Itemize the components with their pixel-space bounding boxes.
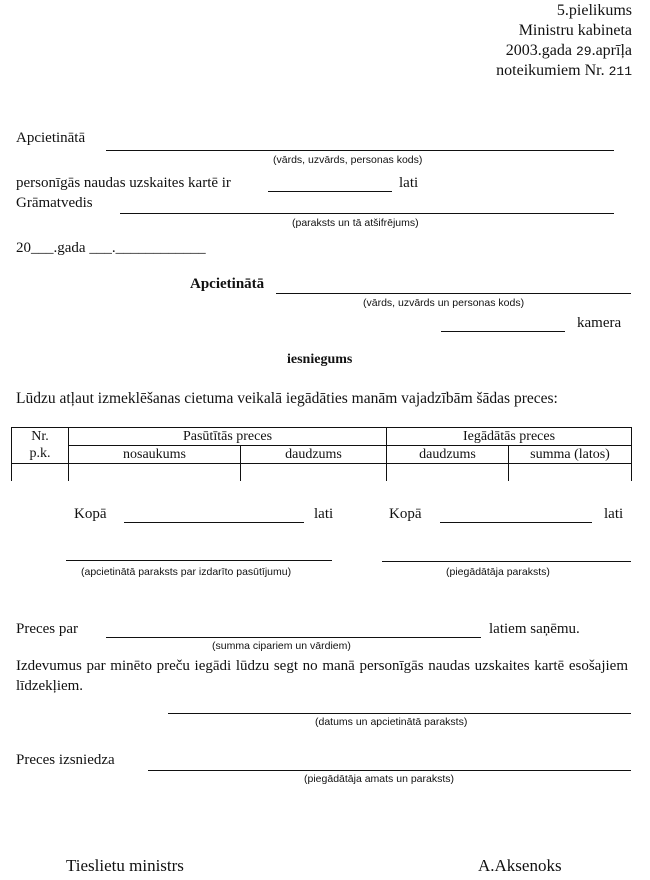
total-line-right[interactable] [440, 522, 592, 523]
col-ordered-qty-header: daudzums [241, 446, 387, 464]
col-sum-header: summa (latos) [509, 446, 632, 464]
table-cell[interactable] [509, 464, 632, 482]
annex-date-suffix: .aprīļa [591, 42, 632, 59]
detainee-name-line[interactable] [106, 150, 614, 151]
cell-number-line[interactable] [441, 331, 565, 332]
accountant-signature-caption: (paraksts un tā atšifrējums) [292, 217, 419, 229]
total-label-right: Kopā [389, 506, 422, 522]
balance-label: personīgās naudas uzskaites kartē ir [16, 175, 231, 191]
table-row [12, 464, 632, 482]
balance-amount-line[interactable] [268, 191, 392, 192]
minister-name: A.Aksenoks [478, 856, 562, 875]
document-title: iesniegums [287, 352, 353, 367]
receipt-suffix: latiem saņēmu. [489, 621, 580, 637]
receipt-amount-line[interactable] [106, 637, 481, 638]
annex-regulation-number: 211 [608, 64, 632, 79]
minister-title: Tieslietu ministrs [66, 856, 184, 875]
annex-date [506, 42, 632, 60]
annex-date-day: 29 [575, 44, 592, 59]
applicant-name-caption: (vārds, uzvārds un personas kods) [363, 297, 525, 309]
annex-regulation-prefix: noteikumiem Nr. [496, 62, 605, 79]
total-line-left[interactable] [124, 522, 304, 523]
date-signature-line[interactable] [168, 713, 631, 714]
total-label-left: Kopā [74, 506, 107, 522]
issued-label: Preces izsniedza [16, 752, 115, 768]
col-name-header: nosaukums [69, 446, 241, 464]
issuer-signature-line[interactable] [148, 770, 631, 771]
col-nr-header: Nr. [12, 428, 69, 446]
detainee-order-signature-caption: (apcietinātā paraksts par izdarīto pasūtījumu) [81, 566, 292, 578]
table-header-row [12, 428, 632, 446]
cell-label: kamera [577, 315, 622, 331]
request-text: Lūdzu atļaut izmeklēšanas cietuma veikalā iegādāties manām vajadzībām šādas preces: [16, 390, 558, 407]
table-cell[interactable] [69, 464, 241, 482]
annex-issuer: Ministru kabineta [518, 22, 632, 39]
annex-date-prefix: 2003.gada [505, 42, 572, 59]
balance-unit: lati [399, 175, 419, 191]
table-cell[interactable] [12, 464, 69, 482]
applicant-name-line[interactable] [276, 293, 631, 294]
date-field[interactable]: 20___.gada ___.____________ [16, 240, 206, 256]
applicant-label: Apcietinātā [190, 276, 265, 292]
total-unit-left: lati [314, 506, 334, 522]
goods-table [11, 427, 632, 481]
accountant-label: Grāmatvedis [16, 195, 93, 211]
supplier-signature-line[interactable] [382, 561, 631, 562]
table-subheader-row [12, 446, 632, 464]
issuer-signature-caption: (piegādātāja amats un paraksts) [304, 773, 454, 785]
detainee-name-caption: (vārds, uzvārds, personas kods) [273, 154, 423, 166]
col-pk-header: p.k. [12, 446, 69, 464]
receipt-label: Preces par [16, 621, 79, 637]
col-purchased-qty-header: daudzums [387, 446, 509, 464]
supplier-signature-caption: (piegādātāja paraksts) [446, 566, 550, 578]
annex-number: 5.pielikums [556, 2, 632, 19]
table-cell[interactable] [241, 464, 387, 482]
expense-text: Izdevumus par minēto preču iegādi lūdzu segt no manā personīgās naudas uzskaites kartē esošajiem līdzekļiem. [16, 658, 628, 694]
annex-regulation [496, 62, 632, 80]
receipt-amount-caption: (summa cipariem un vārdiem) [212, 640, 351, 652]
detainee-label: Apcietinātā [16, 130, 86, 146]
date-signature-caption: (datums un apcietinātā paraksts) [315, 716, 468, 728]
ordered-goods-header: Pasūtītās preces [69, 428, 387, 446]
total-unit-right: lati [604, 506, 624, 522]
detainee-order-signature-line[interactable] [66, 560, 332, 561]
table-cell[interactable] [387, 464, 509, 482]
purchased-goods-header: Iegādātās preces [387, 428, 632, 446]
accountant-signature-line[interactable] [120, 213, 614, 214]
